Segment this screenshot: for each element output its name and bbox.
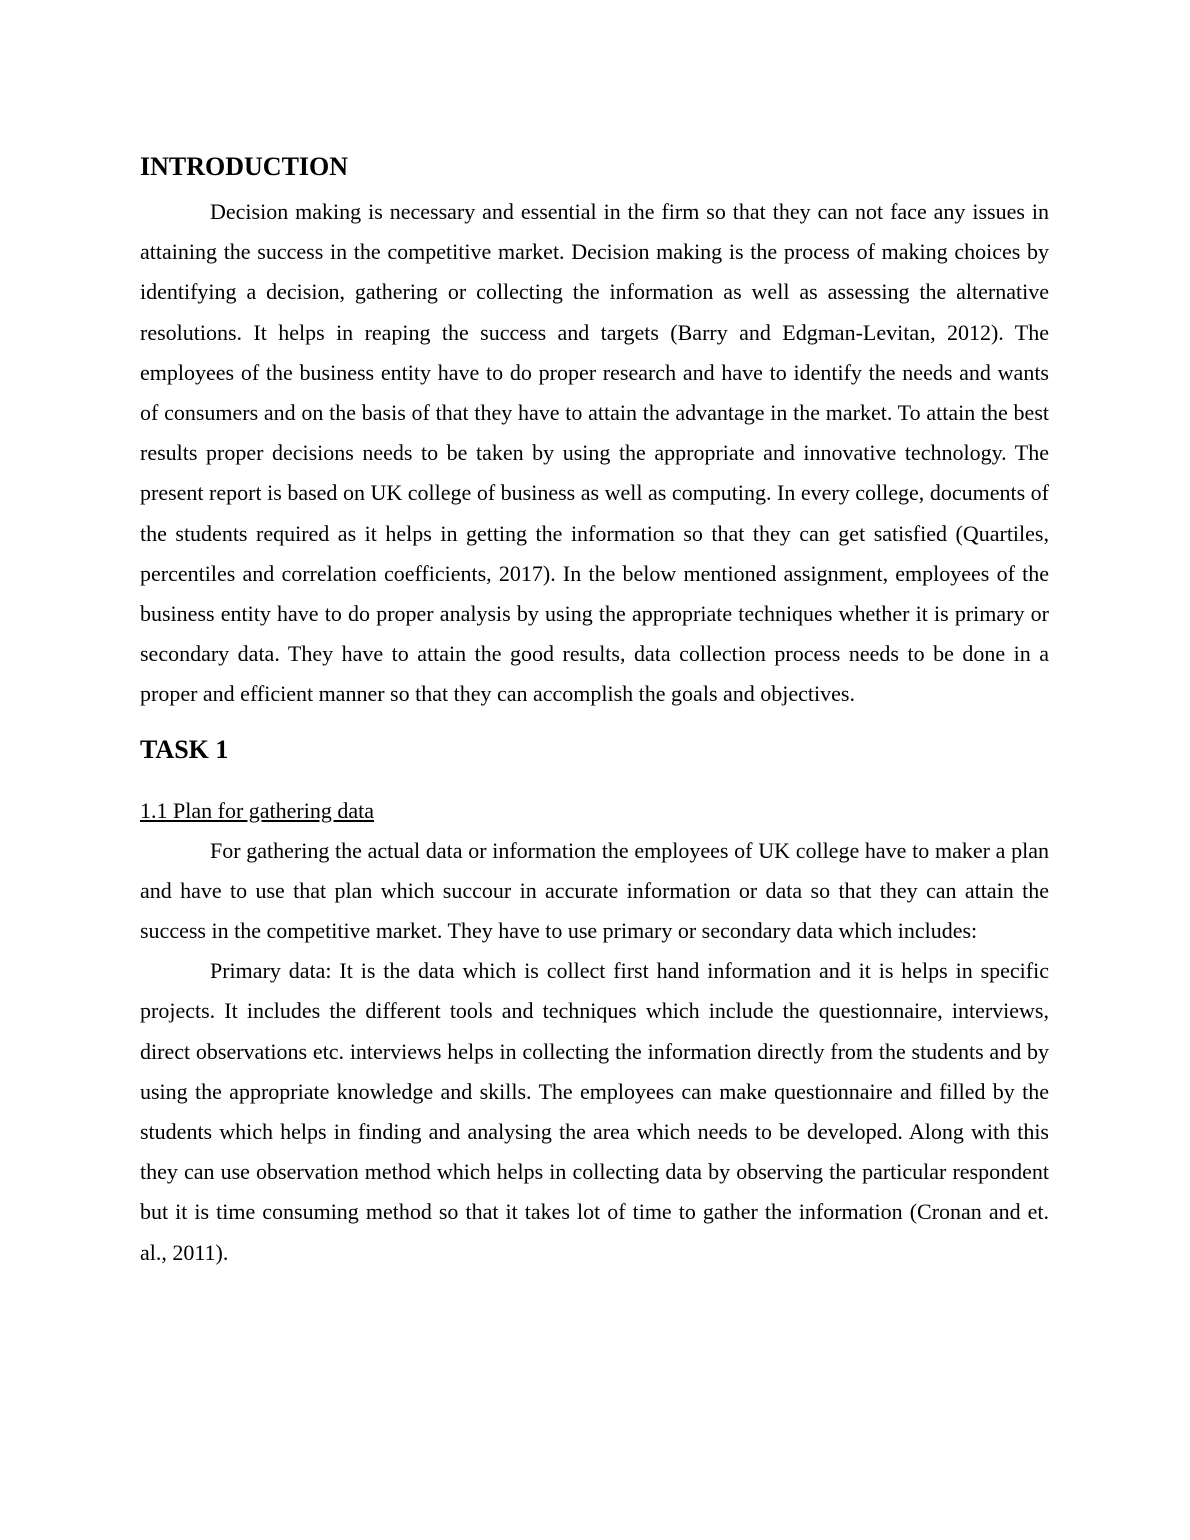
document-body <box>140 148 1049 1273</box>
introduction-heading: INTRODUCTION <box>140 152 349 181</box>
section-subheading: 1.1 Plan for gathering data <box>140 797 374 823</box>
introduction-paragraph: Decision making is necessary and essential in the firm so that they can not face any issues in attaining the success in the competitive market. Decision making is the process of making choices by identifying a decision, gathering or collecting the information as well as assessing the alternative resolutions. It helps in reaping the success and targets (Barry and Edgman-Levitan, 2012). The employees of the business entity have to do proper research and have to identify the needs and wants of consumers and on the basis of that they have to attain the advantage in the market. To attain the best results proper decisions needs to be taken by using the appropriate and innovative technology. The present report is based on UK college of business as well as computing. In every college, documents of the students required as it helps in getting the information so that they can get satisfied (Quartiles, percentiles and correlation coefficients, 2017). In the below mentioned assignment, employees of the business entity have to do proper analysis by using the appropriate techniques whether it is primary or secondary data. They have to attain the good results, data collection process needs to be done in a proper and efficient manner so that they can accomplish the goals and objectives. <box>140 199 1049 707</box>
plan-paragraph: For gathering the actual data or information the employees of UK college have to maker a plan and have to use that plan which succour in accurate information or data so that they can attain the success in the competitive market. They have to use primary or secondary data which includes: <box>140 837 1049 944</box>
primary-data-paragraph: Primary data: It is the data which is collect first hand information and it is helps in specific projects. It includes the different tools and techniques which include the questionnaire, interviews, direct observations etc. interviews helps in collecting the information directly from the students and by using the appropriate knowledge and skills. The employees can make questionnaire and filled by the students which helps in finding and analysing the area which needs to be developed. Along with this they can use observation method which helps in collecting data by observing the particular respondent but it is time consuming method so that it takes lot of time to gather the information (Cronan and et. al., 2011). <box>140 958 1049 1265</box>
task-heading: TASK 1 <box>140 734 229 764</box>
